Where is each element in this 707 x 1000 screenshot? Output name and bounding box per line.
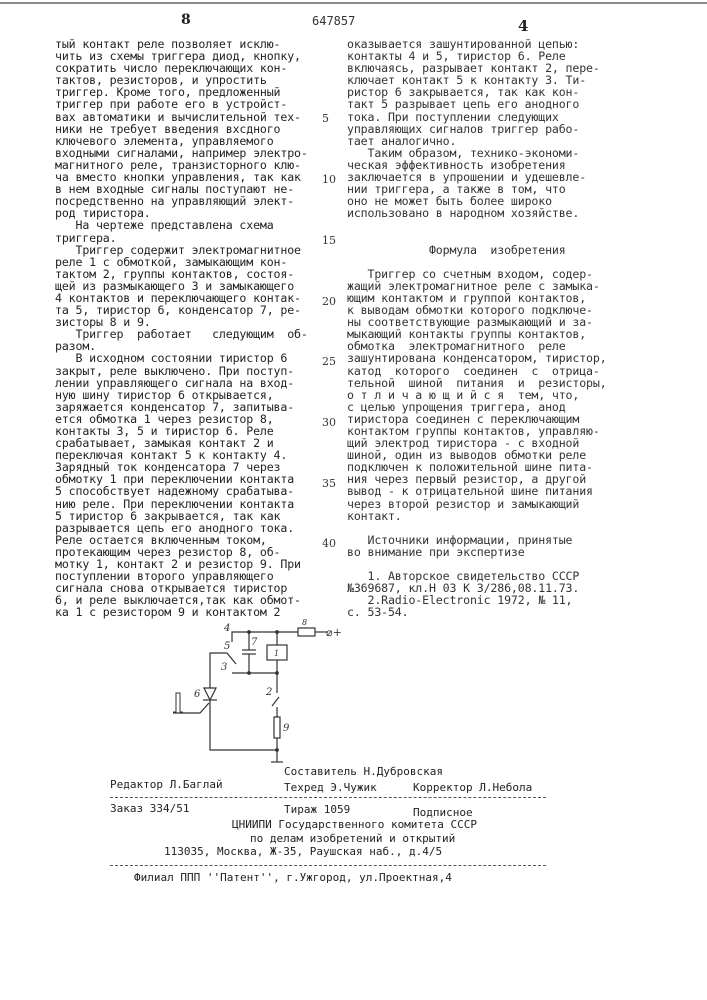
text-line: зисторы 8 и 9. <box>55 316 325 328</box>
footer-compiler: Составитель Н.Дубровская <box>284 765 443 778</box>
footer-org-line1: ЦНИИПИ Государственного комитета СССР <box>232 818 477 831</box>
right-text-column <box>347 38 637 619</box>
text-line: нию реле. При переключении контакта <box>55 498 325 510</box>
text-line: оно не может быть более широко <box>347 195 637 207</box>
text-line: переключая контакт 5 к контакту 4. <box>55 449 325 461</box>
footer-subscription: Подписное <box>413 806 473 819</box>
text-line: использовано в народном хозяйстве. <box>347 207 637 219</box>
text-line: тиристора соединен с переключающим <box>347 413 637 425</box>
text-line: №369687, кл.Н 03 К 3/286,08.11.73. <box>347 582 637 594</box>
label-relay-1: 1 <box>274 649 279 658</box>
text-line: ристор 6 закрывается, так как кон- <box>347 86 637 98</box>
text-line: триггер. Кроме того, предложенный <box>55 86 325 98</box>
text-line: через второй резистор и замыкающий <box>347 498 637 510</box>
text-line: подключен к положительной шине пита- <box>347 461 637 473</box>
text-line: 6, и реле выключается,так как обмот- <box>55 594 325 606</box>
text-line: тельной шиной питания и резисторы, <box>347 377 637 389</box>
text-line: контакты 3, 5 и тиристор 6. Реле <box>55 425 325 437</box>
text-line: такт 5 разрывает цепь его анодного <box>347 98 637 110</box>
text-line: нии триггера, а также в том, что <box>347 183 637 195</box>
text-line: ключевого элемента, управляемого <box>55 135 325 147</box>
text-line: ны соответствующие размыкающий и за- <box>347 316 637 328</box>
text-line: лении управляющего сигнала на вход- <box>55 377 325 389</box>
text-line: контакт. <box>347 510 637 522</box>
text-line: контакты 4 и 5, тиристор 6. Реле <box>347 50 637 62</box>
text-line: Источники информации, принятые <box>347 534 637 546</box>
circuit-diagram <box>160 615 360 775</box>
text-line: 5 способствует надежному срабатыва- <box>55 485 325 497</box>
text-line: чить из схемы триггера диод, кнопку, <box>55 50 325 62</box>
text-line: Триггер со счетным входом, содер- <box>347 268 637 280</box>
text-line: Зарядный ток конденсатора 7 через <box>55 461 325 473</box>
text-line: ния через первый резистор, а другой <box>347 473 637 485</box>
text-line: тает аналогично. <box>347 135 637 147</box>
text-line: зашунтирована конденсатором, тиристор, <box>347 352 637 364</box>
capacitor-7 <box>242 650 256 654</box>
text-line: реле 1 с обмоткой, замыкающим кон- <box>55 256 325 268</box>
text-line: контактом группы контактов, управляю- <box>347 425 637 437</box>
text-line: магнитного реле, транзисторного клю- <box>55 159 325 171</box>
line-number: 35 <box>322 477 336 490</box>
text-line: ющим контактом и группой контактов, <box>347 292 637 304</box>
text-line: включаясь, разрывает контакт 2, пере- <box>347 62 637 74</box>
text-line: тока. При поступлении следующих <box>347 111 637 123</box>
text-line: Таким образом, технико-экономи- <box>347 147 637 159</box>
line-number: 20 <box>322 295 336 308</box>
text-line: та 5, тиристор 6, конденсатор 7, ре- <box>55 304 325 316</box>
text-line: ется обмотка 1 через резистор 8, <box>55 413 325 425</box>
text-line: триггера. <box>55 232 325 244</box>
text-line: род тиристора. <box>55 207 325 219</box>
text-line: с целью упрощения триггера, анод <box>347 401 637 413</box>
text-line: катод которого соединен с отрица- <box>347 365 637 377</box>
text-line: оказывается зашунтированной цепью: <box>347 38 637 50</box>
label-thyristor-6: 6 <box>194 689 201 700</box>
text-line: 5 тиристор 6 закрывается, так как <box>55 510 325 522</box>
page-number-right: 4 <box>518 17 528 35</box>
text-line: вах автоматики и вычислительной тех- <box>55 111 325 123</box>
text-line: тый контакт реле позволяет исклю- <box>55 38 325 50</box>
text-line: сократить число переключающих кон- <box>55 62 325 74</box>
page-number-left: 8 <box>181 12 191 28</box>
footer-order: Заказ 334/51 <box>110 802 189 815</box>
text-line: о т л и ч а ю щ и й с я тем, что, <box>347 389 637 401</box>
text-line: в нем входные сигналы поступают не- <box>55 183 325 195</box>
top-rule <box>0 2 707 4</box>
text-line: управляющих сигналов триггер рабо- <box>347 123 637 135</box>
text-line: Реле остается включенным током, <box>55 534 325 546</box>
text-line: вывод - к отрицательной шине питания <box>347 485 637 497</box>
text-line: ную шину тиристор 6 открывается, <box>55 389 325 401</box>
footer-address: 113035, Москва, Ж-35, Раушская наб., д.4/5 <box>164 845 442 858</box>
text-line: щей из размыкающего 3 и замыкающего <box>55 280 325 292</box>
text-line: ключает контакт 5 к контакту 3. Ти- <box>347 74 637 86</box>
label-contact-5: 5 <box>224 641 230 652</box>
footer-corrector: Корректор Л.Небола <box>413 781 532 794</box>
text-line: 2.Radio-Electronic 1972, № 11, <box>347 594 637 606</box>
text-line: разом. <box>55 340 325 352</box>
text-line: 4 контактов и переключающего контак- <box>55 292 325 304</box>
left-text-column <box>55 38 325 619</box>
line-number: 25 <box>322 355 336 368</box>
line-number: 10 <box>322 173 336 186</box>
text-line: протекающим через резистор 8, об- <box>55 546 325 558</box>
footer-org-line2: по делам изобретений и открытий <box>250 832 455 845</box>
line-number: 40 <box>322 537 336 550</box>
text-line: срабатывает, замыкая контакт 2 и <box>55 437 325 449</box>
label-resistor-8: 8 <box>302 618 307 627</box>
label-supply-plus: ⌀+ <box>326 626 342 639</box>
line-number: 30 <box>322 416 336 429</box>
footer-branch: Филиал ППП ''Патент'', г.Ужгород, ул.Проектная,4 <box>134 871 452 884</box>
text-line: Триггер работает следующим об- <box>55 328 325 340</box>
text-line: поступлении второго управляющего <box>55 570 325 582</box>
text-line: мыкающий контакты группы контактов, <box>347 328 637 340</box>
footer-editor: Редактор Л.Баглай <box>110 778 223 791</box>
text-line: с. 53-54. <box>347 606 637 618</box>
resistor-8 <box>298 628 315 636</box>
text-line: закрыт, реле выключено. При поступ- <box>55 365 325 377</box>
text-line: входными сигналами, например электро- <box>55 147 325 159</box>
text-line: Триггер содержит электромагнитное <box>55 244 325 256</box>
text-line: мотку 1, контакт 2 и резистор 9. При <box>55 558 325 570</box>
text-line: На чертеже представлена схема <box>55 219 325 231</box>
text-line: сигнала снова открывается тиристор <box>55 582 325 594</box>
text-line: обмотку 1 при переключении контакта <box>55 473 325 485</box>
line-number: 15 <box>322 234 336 247</box>
patent-number: 647857 <box>312 14 355 28</box>
text-line: заряжается конденсатор 7, запитыва- <box>55 401 325 413</box>
text-line <box>347 256 637 268</box>
text-line: ча вместо кнопки управления, так как <box>55 171 325 183</box>
text-line: ка 1 с резистором 9 и контактом 2 <box>55 606 325 618</box>
text-line <box>347 219 637 231</box>
text-line: Формула изобретения <box>347 244 637 256</box>
footer-techred: Техред Э.Чужик <box>284 781 377 794</box>
text-line: посредственно на управляющий элект- <box>55 195 325 207</box>
footer-circulation: Тираж 1059 <box>284 803 350 816</box>
label-contact-2: 2 <box>265 687 272 698</box>
label-contact-4: 4 <box>223 623 230 634</box>
label-contact-3: 3 <box>221 662 227 673</box>
thyristor-6 <box>203 688 217 700</box>
text-line: тактом 2, группы контактов, состоя- <box>55 268 325 280</box>
text-line: к выводам обмотки которого подключе- <box>347 304 637 316</box>
footer-divider <box>110 865 546 866</box>
text-line: обмотка электромагнитного реле <box>347 340 637 352</box>
label-resistor-9: 9 <box>283 723 290 734</box>
footer-divider <box>110 797 546 798</box>
line-number: 5 <box>322 112 329 125</box>
text-line <box>347 232 637 244</box>
text-line: ческая эффективность изобретения <box>347 159 637 171</box>
text-line: заключается в упрошении и удешевле- <box>347 171 637 183</box>
text-line: шиной, один из выводов обмотки реле <box>347 449 637 461</box>
text-line: во внимание при экспертизе <box>347 546 637 558</box>
label-capacitor-7: 7 <box>251 637 258 648</box>
text-line: триггер при работе его в устройст- <box>55 98 325 110</box>
resistor-9 <box>274 717 280 738</box>
text-line: 1. Авторское свидетельство СССР <box>347 570 637 582</box>
text-line: В исходном состоянии тиристор 6 <box>55 352 325 364</box>
text-line: щий электрод тиристора - с входной <box>347 437 637 449</box>
text-line: жащий электромагнитное реле с замыка- <box>347 280 637 292</box>
text-line: тактов, резисторов, и упростить <box>55 74 325 86</box>
text-line: разрывается цепь его анодного тока. <box>55 522 325 534</box>
text-line: ники не требует введения вхсдного <box>55 123 325 135</box>
